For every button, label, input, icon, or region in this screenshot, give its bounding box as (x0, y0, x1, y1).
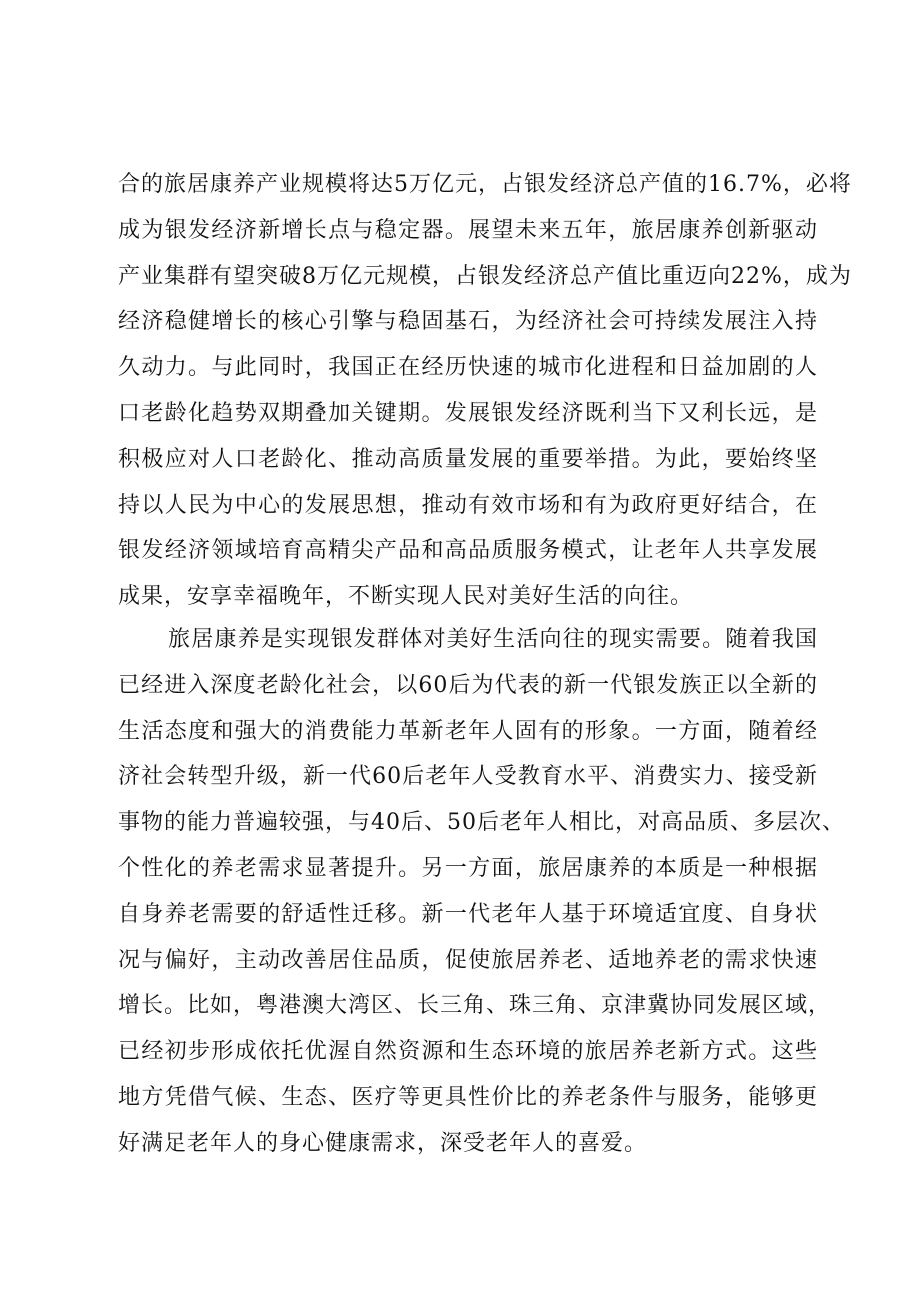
paragraph-line: 好满足老年人的身心健康需求，深受老年人的喜爱。 (118, 1130, 648, 1156)
paragraph-line: 旅居康养是实现银发群体对美好生活向往的现实需要。随着我国 (168, 627, 818, 652)
paragraph-1 (118, 162, 852, 620)
paragraph-line: 银发经济领域培育高精尖产品和高品质服务模式，让老年人共享发展 (118, 538, 818, 564)
paragraph-line: 已经进入深度老龄化社会，以60后为代表的新一代银发族正以全新的 (118, 672, 818, 698)
paragraph-line: 持以人民为中心的发展思想，推动有效市场和有为政府更好结合，在 (118, 492, 818, 518)
paragraph-line: 生活态度和强大的消费能力革新老年人固有的形象。一方面，随着经 (118, 718, 818, 744)
paragraph-line: 事物的能力普遍较强，与40后、50后老年人相比，对高品质、多层次、 (118, 810, 845, 836)
paragraph-line: 合的旅居康养产业规模将达5万亿元，占银发经济总产值的16.7%，必将 (118, 172, 852, 197)
paragraph-line: 积极应对人口老龄化、推动高质量发展的重要举措。为此，要始终坚 (118, 446, 818, 472)
paragraph-line: 个性化的养老需求显著提升。另一方面，旅居康养的本质是一种根据 (118, 855, 818, 881)
paragraph-2 (118, 617, 845, 1167)
paragraph-line: 经济稳健增长的核心引擎与稳固基石，为经济社会可持续发展注入持 (118, 309, 818, 335)
paragraph-line: 成为银发经济新增长点与稳定器。展望未来五年，旅居康养创新驱动 (118, 217, 818, 243)
paragraph-line: 况与偏好，主动改善居住品质，促使旅居养老、适地养老的需求快速 (118, 947, 818, 973)
paragraph-line: 地方凭借气候、生态、医疗等更具性价比的养老条件与服务，能够更 (118, 1084, 818, 1110)
paragraph-line: 自身养老需要的舒适性迁移。新一代老年人基于环境适宜度、自身状 (118, 901, 818, 927)
paragraph-line: 已经初步形成依托优渥自然资源和生态环境的旅居养老新方式。这些 (118, 1039, 818, 1065)
paragraph-line: 济社会转型升级，新一代60后老年人受教育水平、消费实力、接受新 (118, 764, 818, 790)
paragraph-line: 增长。比如，粤港澳大湾区、长三角、珠三角、京津冀协同发展区域， (118, 993, 832, 1019)
paragraph-line: 成果，安享幸福晚年，不断实现人民对美好生活的向往。 (118, 584, 694, 610)
paragraph-line: 口老龄化趋势双期叠加关键期。发展银发经济既利当下又利长远，是 (118, 400, 818, 426)
paragraph-line: 久动力。与此同时，我国正在经历快速的城市化进程和日益加剧的人 (118, 355, 818, 381)
paragraph-line: 产业集群有望突破8万亿元规模，占银发经济总产值比重迈向22%，成为 (118, 263, 852, 289)
